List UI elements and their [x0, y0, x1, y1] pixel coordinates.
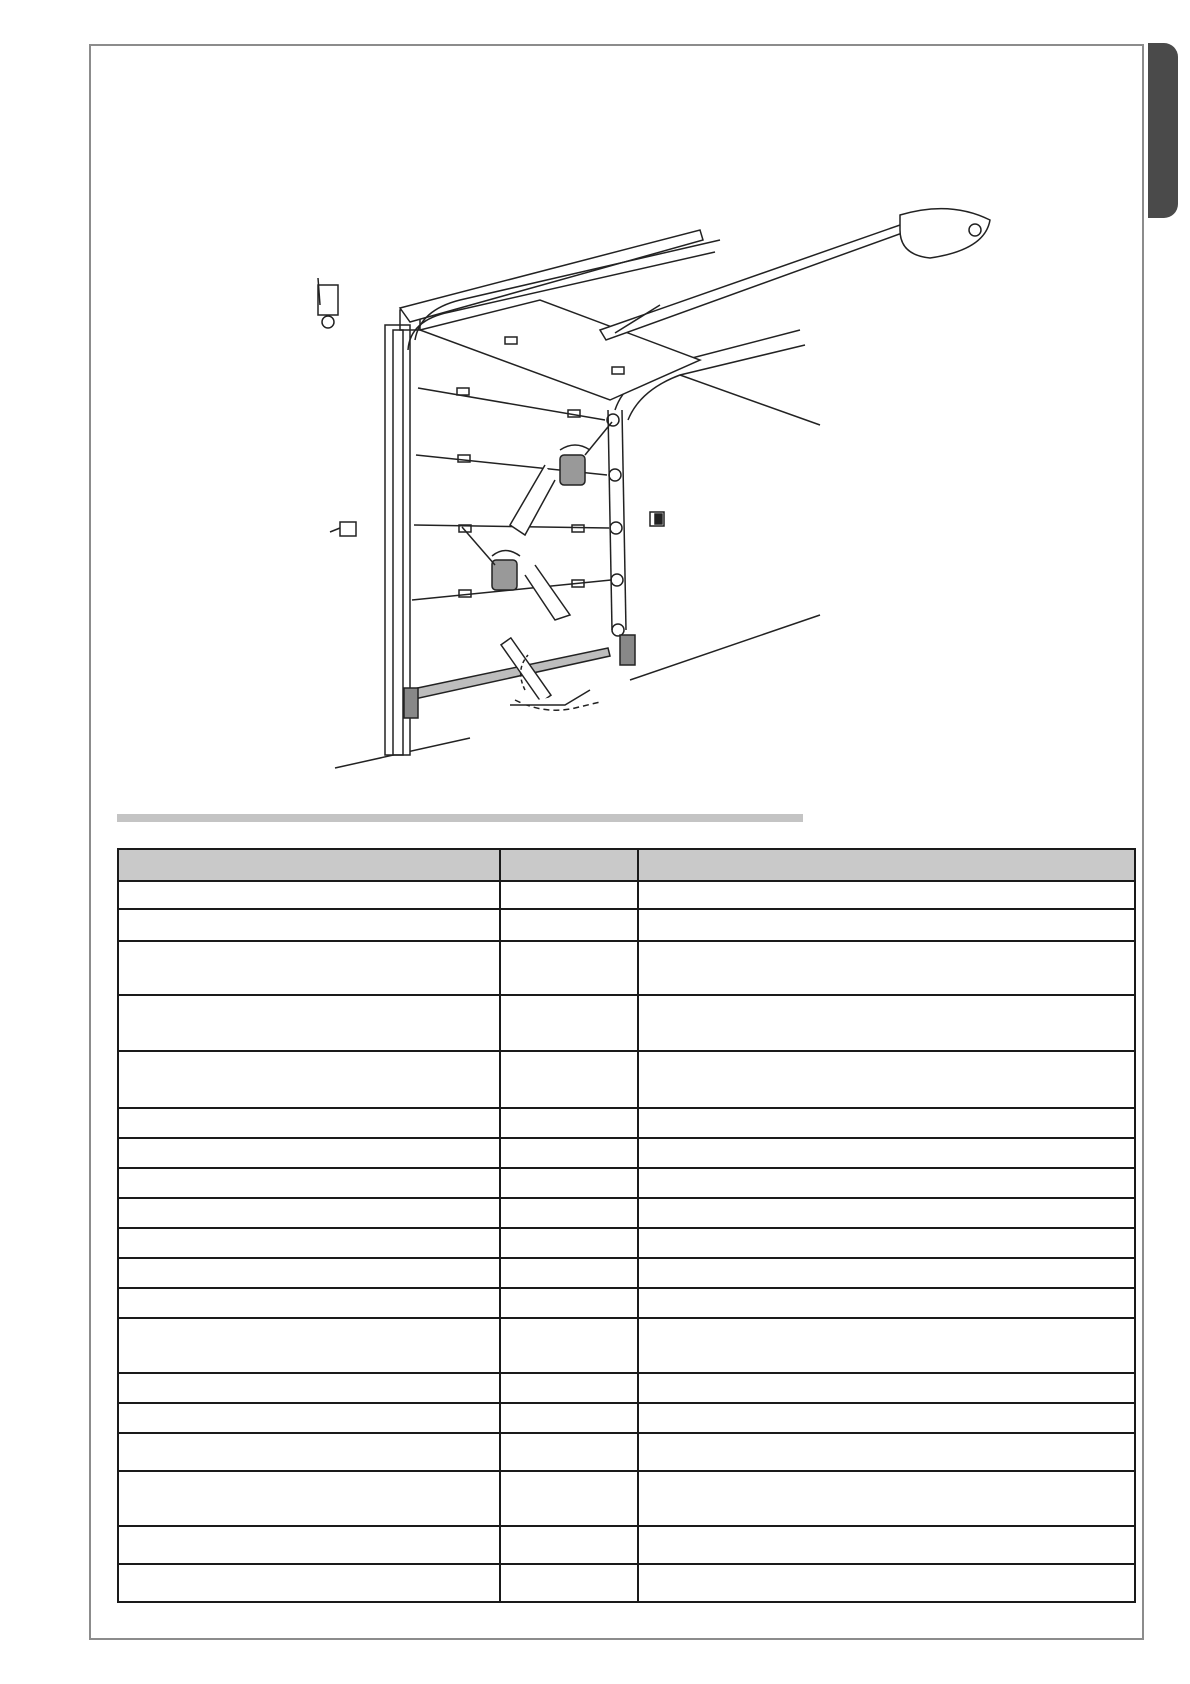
table-cell	[118, 909, 500, 941]
table-row	[118, 1373, 1135, 1403]
table-cell	[500, 1403, 638, 1433]
table-cell	[118, 995, 500, 1051]
table-cell	[638, 1258, 1135, 1288]
table-row	[118, 909, 1135, 941]
table-row	[118, 941, 1135, 995]
table-cell	[638, 1108, 1135, 1138]
table-cell	[638, 1433, 1135, 1471]
table-cell	[500, 881, 638, 909]
oil-can-icon	[510, 422, 612, 535]
table-cell	[500, 1198, 638, 1228]
table-cell	[118, 1526, 500, 1564]
table-row	[118, 995, 1135, 1051]
table-cell	[500, 1526, 638, 1564]
header-cell	[500, 849, 638, 881]
table-cell	[638, 881, 1135, 909]
table-row	[118, 1564, 1135, 1602]
table-row	[118, 881, 1135, 909]
table-cell	[638, 995, 1135, 1051]
table-row	[118, 1288, 1135, 1318]
table-cell	[638, 1318, 1135, 1373]
table-cell	[118, 1288, 500, 1318]
table-cell	[638, 1138, 1135, 1168]
table-cell	[500, 909, 638, 941]
table-cell	[500, 1138, 638, 1168]
table-cell	[118, 1433, 500, 1471]
table-cell	[118, 1258, 500, 1288]
table-cell	[118, 1228, 500, 1258]
header-cell	[638, 849, 1135, 881]
table-row	[118, 1051, 1135, 1108]
table-row	[118, 1471, 1135, 1526]
table-cell	[638, 1526, 1135, 1564]
maintenance-table	[117, 848, 1136, 1603]
wall-socket-icon	[318, 278, 338, 328]
table-header-row	[118, 849, 1135, 881]
table-cell	[118, 1051, 500, 1108]
table-row	[118, 1403, 1135, 1433]
table-cell	[500, 1318, 638, 1373]
garage-door-maintenance-illustration	[300, 200, 1020, 780]
table-cell	[500, 1288, 638, 1318]
table-cell	[500, 1471, 638, 1526]
table-cell	[118, 1373, 500, 1403]
table-cell	[500, 1433, 638, 1471]
table-row	[118, 1108, 1135, 1138]
table-cell	[118, 1198, 500, 1228]
table-cell	[638, 909, 1135, 941]
table-cell	[638, 1564, 1135, 1602]
table-cell	[118, 1564, 500, 1602]
table-cell	[118, 941, 500, 995]
table-cell	[500, 1258, 638, 1288]
table-row	[118, 1228, 1135, 1258]
table-cell	[500, 1051, 638, 1108]
table-cell	[118, 1138, 500, 1168]
table-cell	[638, 1373, 1135, 1403]
table-row	[118, 1198, 1135, 1228]
table-row	[118, 1318, 1135, 1373]
table-row	[118, 1433, 1135, 1471]
oil-can-icon	[462, 527, 570, 620]
table-cell	[500, 941, 638, 995]
table-cell	[638, 1198, 1135, 1228]
table-cell	[638, 1168, 1135, 1198]
table-cell	[638, 1471, 1135, 1526]
battery-icon	[650, 512, 664, 526]
table-cell	[118, 1403, 500, 1433]
table-cell	[638, 941, 1135, 995]
table-cell	[500, 1108, 638, 1138]
table-cell	[500, 1564, 638, 1602]
table-cell	[118, 1108, 500, 1138]
section-divider	[117, 814, 803, 822]
table-cell	[638, 1403, 1135, 1433]
table-cell	[500, 995, 638, 1051]
section-tab	[1148, 43, 1178, 218]
table-cell	[118, 1471, 500, 1526]
table-cell	[638, 1228, 1135, 1258]
table-cell	[500, 1168, 638, 1198]
header-cell	[118, 849, 500, 881]
table-row	[118, 1258, 1135, 1288]
table-cell	[500, 1373, 638, 1403]
table-row	[118, 1138, 1135, 1168]
table-row	[118, 1526, 1135, 1564]
table-cell	[638, 1051, 1135, 1108]
table-cell	[118, 1168, 500, 1198]
table-cell	[118, 881, 500, 909]
table-cell	[118, 1318, 500, 1373]
table-row	[118, 1168, 1135, 1198]
wall-remote-icon	[330, 522, 356, 536]
table-cell	[638, 1288, 1135, 1318]
table-cell	[500, 1228, 638, 1258]
